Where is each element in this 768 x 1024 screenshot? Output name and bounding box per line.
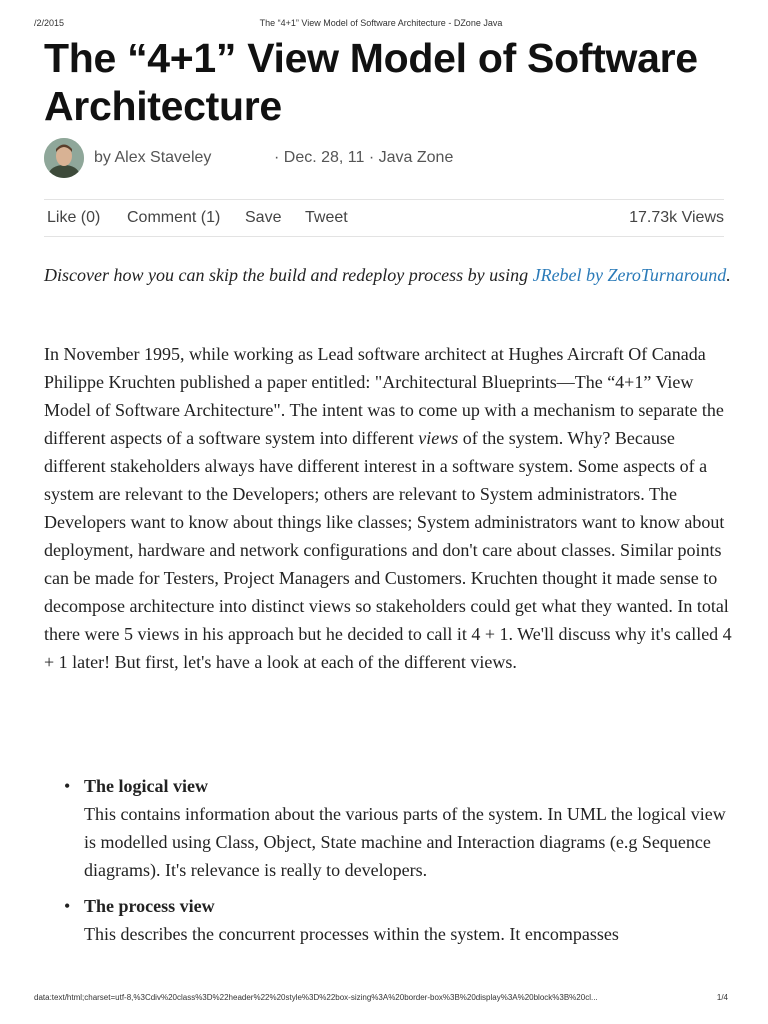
- print-url: data:text/html;charset=utf-8,%3Cdiv%20class%3D%22header%22%20style%3D%22box-sizing%3A%20border-box%3B%20display%3A%20block%3B%20cl...: [34, 993, 598, 1002]
- promo-lead: Discover how you can skip the build and redeploy process by using: [44, 265, 533, 285]
- views-list: [44, 772, 734, 956]
- author-link[interactable]: by Alex Staveley: [94, 149, 212, 166]
- save-button[interactable]: Save: [245, 209, 282, 226]
- article-title: The “4+1” View Model of Software Architecture: [44, 35, 698, 129]
- print-header: [34, 18, 728, 30]
- article-meta: · Dec. 28, 11 · Java Zone: [274, 149, 454, 166]
- intro-part-2: of the system. Why? Because different stakeholders always have different interest in a software system. Some aspects of a system are relevant to the Developers; others are relevant to System administrators. The Developers want to know about things like classes; System administrators want to know about deployment, hardware and network configurations and don't care about classes. Similar points can be made for Testers, Project Managers and Customers. Kruchten thought it made sense to decompose architecture into distinct views so stakeholders could get what they wanted. In total there were 5 views in his approach but he decided to call it 4 + 1. We'll discuss why it's called 4 + 1 later! But first, let's have a look at each of the different views.: [44, 428, 732, 672]
- views-count: 17.73k Views: [629, 209, 724, 226]
- list-item: [44, 772, 734, 884]
- promo-end: .: [726, 265, 731, 285]
- intro-part-1: In November 1995, while working as Lead software architect at Hughes Aircraft Of Canada Philippe Kruchten published a paper entitled: "Architectural Blueprints—The “4+1” View Model of Software Architecture". The intent was to come up with a mechanism to separate the different aspects of a software system into different: [44, 344, 724, 448]
- byline: [44, 138, 734, 180]
- print-date: /2/2015: [34, 18, 65, 28]
- print-footer: [34, 993, 728, 1005]
- author-avatar[interactable]: [44, 138, 84, 178]
- bullet: •: [64, 896, 71, 916]
- view-title: The process view: [84, 896, 215, 916]
- page-number: 1/4: [716, 993, 728, 1002]
- view-description: This describes the concurrent processes within the system. It encompasses: [84, 924, 619, 944]
- promo-text: [44, 262, 734, 289]
- like-button[interactable]: Like (0): [47, 209, 101, 226]
- view-description: This contains information about the various parts of the system. In UML the logical view is modelled using Class, Object, State machine and Interaction diagrams (e.g Sequence diagrams). It's relevance is really to developers.: [84, 804, 726, 880]
- avatar-image: [44, 138, 84, 178]
- tweet-button[interactable]: Tweet: [305, 209, 348, 226]
- intro-paragraph: [44, 340, 734, 676]
- list-item: [44, 892, 734, 948]
- view-title: The logical view: [84, 776, 208, 796]
- bullet: •: [64, 776, 71, 796]
- promo-link[interactable]: JRebel by ZeroTurnaround: [532, 265, 727, 285]
- action-bar: [44, 199, 724, 237]
- print-title: The “4+1” View Model of Software Architecture - DZone Java: [259, 18, 503, 28]
- comment-button[interactable]: Comment (1): [127, 209, 221, 226]
- intro-emphasis: views: [418, 428, 459, 448]
